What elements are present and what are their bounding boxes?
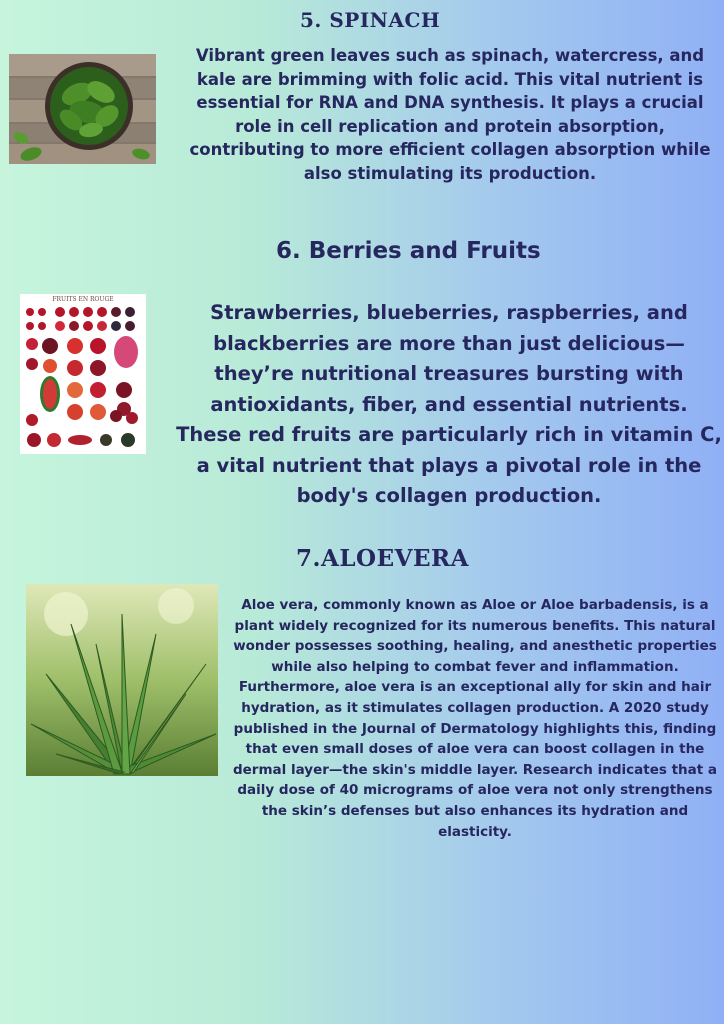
spinach-bowl-image [9, 54, 156, 164]
red-fruits-poster-image [20, 294, 146, 454]
section-heading-berries: 6. Berries and Fruits [276, 238, 541, 264]
section-heading-aloevera: 7.ALOEVERA [296, 545, 469, 572]
poster-caption: FRUITS EN ROUGE [52, 296, 114, 303]
aloe-vera-plant-image [26, 584, 218, 776]
section-text-aloevera: Aloe vera, commonly known as Aloe or Aloe barbadensis, is a plant widely recognized for its numerous benefits. This natural wonder possesses soothing, healing, and anesthetic properties while also helping to combat fever and inflammation. Furthermore, aloe vera is an exceptional ally for skin and hair hydration, as it stimulates collagen production. A 2020 study published in the Journal of Dermatology highlights this, finding that even small doses of aloe vera can boost collagen in the dermal layer—the skin's middle layer. Research indicates that a daily dose of 40 micrograms of aloe vera not only strengthens the skin’s defenses but also enhances its hydration and elasticity. [232, 597, 718, 840]
section-text-berries: Strawberries, blueberries, raspberries, and blackberries are more than just delicious—they’re nutritional treasures bursting with antioxidants, fiber, and essential nutrients. These red fruits are particularly rich in vitamin C, a vital nutrient that plays a pivotal role in the body's collagen production. [176, 301, 722, 507]
section-text-spinach: Vibrant green leaves such as spinach, watercress, and kale are brimming with folic acid. This vital nutrient is essential for RNA and DNA synthesis. It plays a crucial role in cell replication and protein absorption, contributing to more efficient collagen absorption while also stimulating its production. [189, 46, 711, 183]
section-heading-spinach: 5. SPINACH [300, 8, 441, 32]
